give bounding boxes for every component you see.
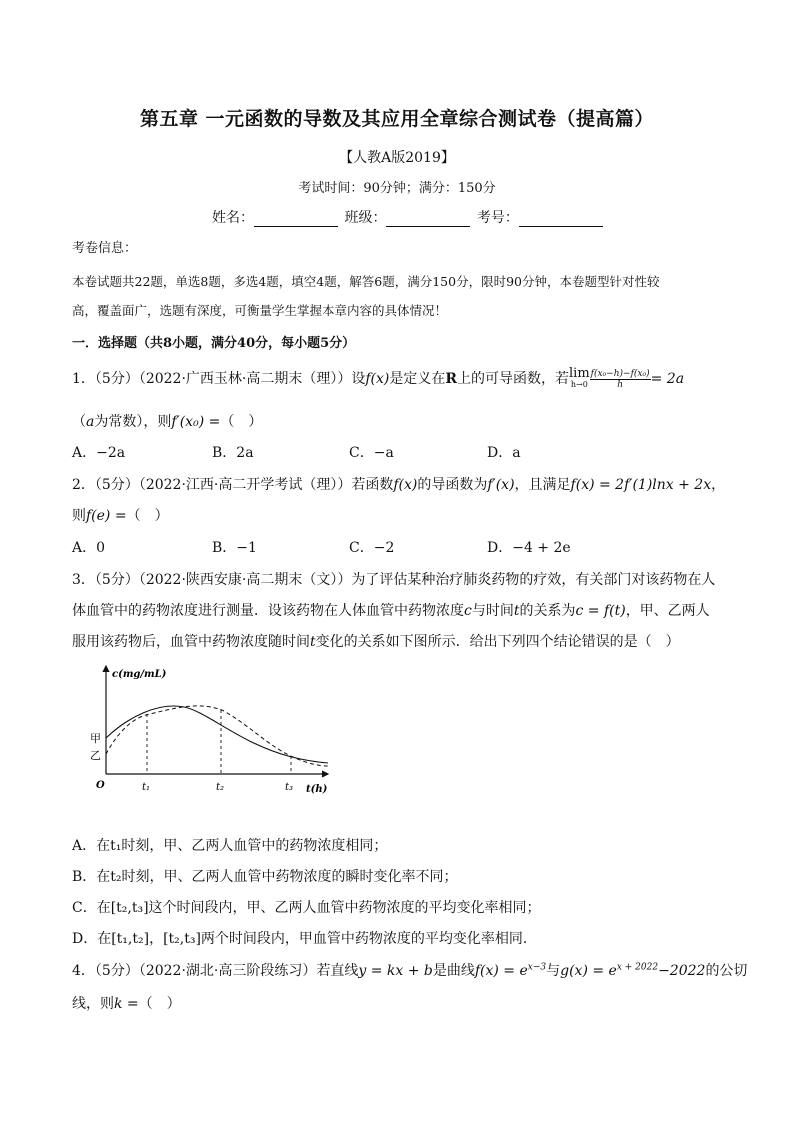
q2-option-a[interactable]: A．0 bbox=[72, 540, 106, 556]
q1-line-1: 1．（5分）（2022·广西玉林·高二期末（理））设f(x)是定义在R上的可导函数，若lim h→0 $\frac{\text{f(x₀−h)−f(x₀)}}{h}$ = 2a bbox=[72, 366, 685, 390]
q3-line-1: 3．（5分）（2022·陕西安康·高二期末（文））为了评估某种治疗肺炎药物的疗效，有关部门对该药物在人 bbox=[72, 572, 716, 588]
q2-line-2: 则f(e) =（ ） bbox=[72, 508, 169, 524]
curve-jia bbox=[106, 706, 328, 763]
edition-label: 【人教A版2019】 bbox=[339, 150, 455, 166]
x-axis-label: t(h) bbox=[306, 784, 328, 795]
info-line-2: 高，覆盖面广，选题有深度，可衡量学生掌握本章内容的具体情况！ bbox=[72, 303, 448, 318]
limit-symbol: lim h→0 bbox=[569, 366, 590, 389]
class-label: 班级： bbox=[344, 210, 387, 226]
t1-label: t₁ bbox=[142, 782, 151, 793]
exam-info: 考试时间：90分钟；满分：150分 bbox=[298, 181, 496, 196]
difference-quotient: $\frac{\text{f(x₀−h)−f(x₀)}}{h}$ bbox=[590, 368, 650, 390]
q1-line-2: （a为常数），则f′(x₀) =（ ） bbox=[72, 414, 263, 430]
student-fields bbox=[212, 207, 605, 227]
q1-option-d[interactable]: D．a bbox=[487, 445, 521, 461]
q1-option-a[interactable]: A．−2a bbox=[72, 445, 126, 461]
q1-option-b[interactable]: B．2a bbox=[212, 445, 254, 461]
q3-line-3: 服用该药物后，血管中药物浓度随时间t变化的关系如下图所示．给出下列四个结论错误的是（ ） bbox=[72, 634, 680, 650]
q3-option-c[interactable]: C．在[t₂,t₃]这个时间段内，甲、乙两人血管中药物浓度的平均变化率相同； bbox=[72, 900, 541, 916]
t2-label: t₂ bbox=[216, 782, 225, 793]
q3-option-d[interactable]: D．在[t₁,t₂]，[t₂,t₃]两个时间段内，甲血管中药物浓度的平均变化率相同． bbox=[72, 931, 537, 947]
y-axis-label: c(mg/mL) bbox=[112, 669, 167, 680]
class-field[interactable] bbox=[386, 212, 470, 227]
jia-label: 甲 bbox=[90, 732, 101, 745]
yi-label: 乙 bbox=[90, 749, 101, 762]
info-heading: 考卷信息： bbox=[72, 241, 138, 256]
info-line-1: 本卷试题共22题，单选8题，多选4题，填空4题，解答6题，满分150分，限时90分钟，本卷题型针对性较 bbox=[72, 274, 660, 289]
name-field[interactable] bbox=[254, 212, 338, 227]
origin-label: O bbox=[96, 780, 105, 791]
q2-option-c[interactable]: C．−2 bbox=[349, 540, 395, 556]
q1-option-c[interactable]: C．−a bbox=[349, 445, 394, 461]
t3-label: t₃ bbox=[285, 782, 294, 793]
page-title: 第五章 一元函数的导数及其应用全章综合测试卷（提高篇） bbox=[139, 108, 655, 130]
q2-option-b[interactable]: B．−1 bbox=[212, 540, 257, 556]
name-label: 姓名： bbox=[212, 210, 254, 226]
q3-option-a[interactable]: A．在t₁时刻，甲、乙两人血管中的药物浓度相同； bbox=[72, 838, 388, 854]
section-heading: 一．选择题（共8小题，满分40分，每小题5分） bbox=[72, 336, 356, 351]
concentration-graph bbox=[88, 662, 334, 802]
q4-line-2: 线，则k =（ ） bbox=[72, 996, 181, 1012]
q2-option-d[interactable]: D．−4 + 2e bbox=[487, 540, 571, 556]
q3-option-b[interactable]: B．在t₂时刻，甲、乙两人血管中药物浓度的瞬时变化率不同； bbox=[72, 869, 458, 885]
number-field[interactable] bbox=[519, 212, 603, 227]
q3-line-2: 体血管中的药物浓度进行测量．设该药物在人体血管中药物浓度c与时间t的关系为c = f(t)，甲、乙两人 bbox=[72, 603, 710, 619]
q4-line-1: 4．（5分）（2022·湖北·高三阶段练习）若直线y = kx + b是曲线$f(x) = e^{x-3}$与$g(x) = e^{x + 2022}-2022$的公切 bbox=[72, 962, 748, 979]
number-label: 考号： bbox=[476, 210, 519, 226]
q2-line-1: 2．（5分）（2022·江西·高二开学考试（理））若函数f(x)的导函数为f′(x)，且满足f(x) = 2f′(1)lnx + 2x， bbox=[72, 477, 726, 493]
